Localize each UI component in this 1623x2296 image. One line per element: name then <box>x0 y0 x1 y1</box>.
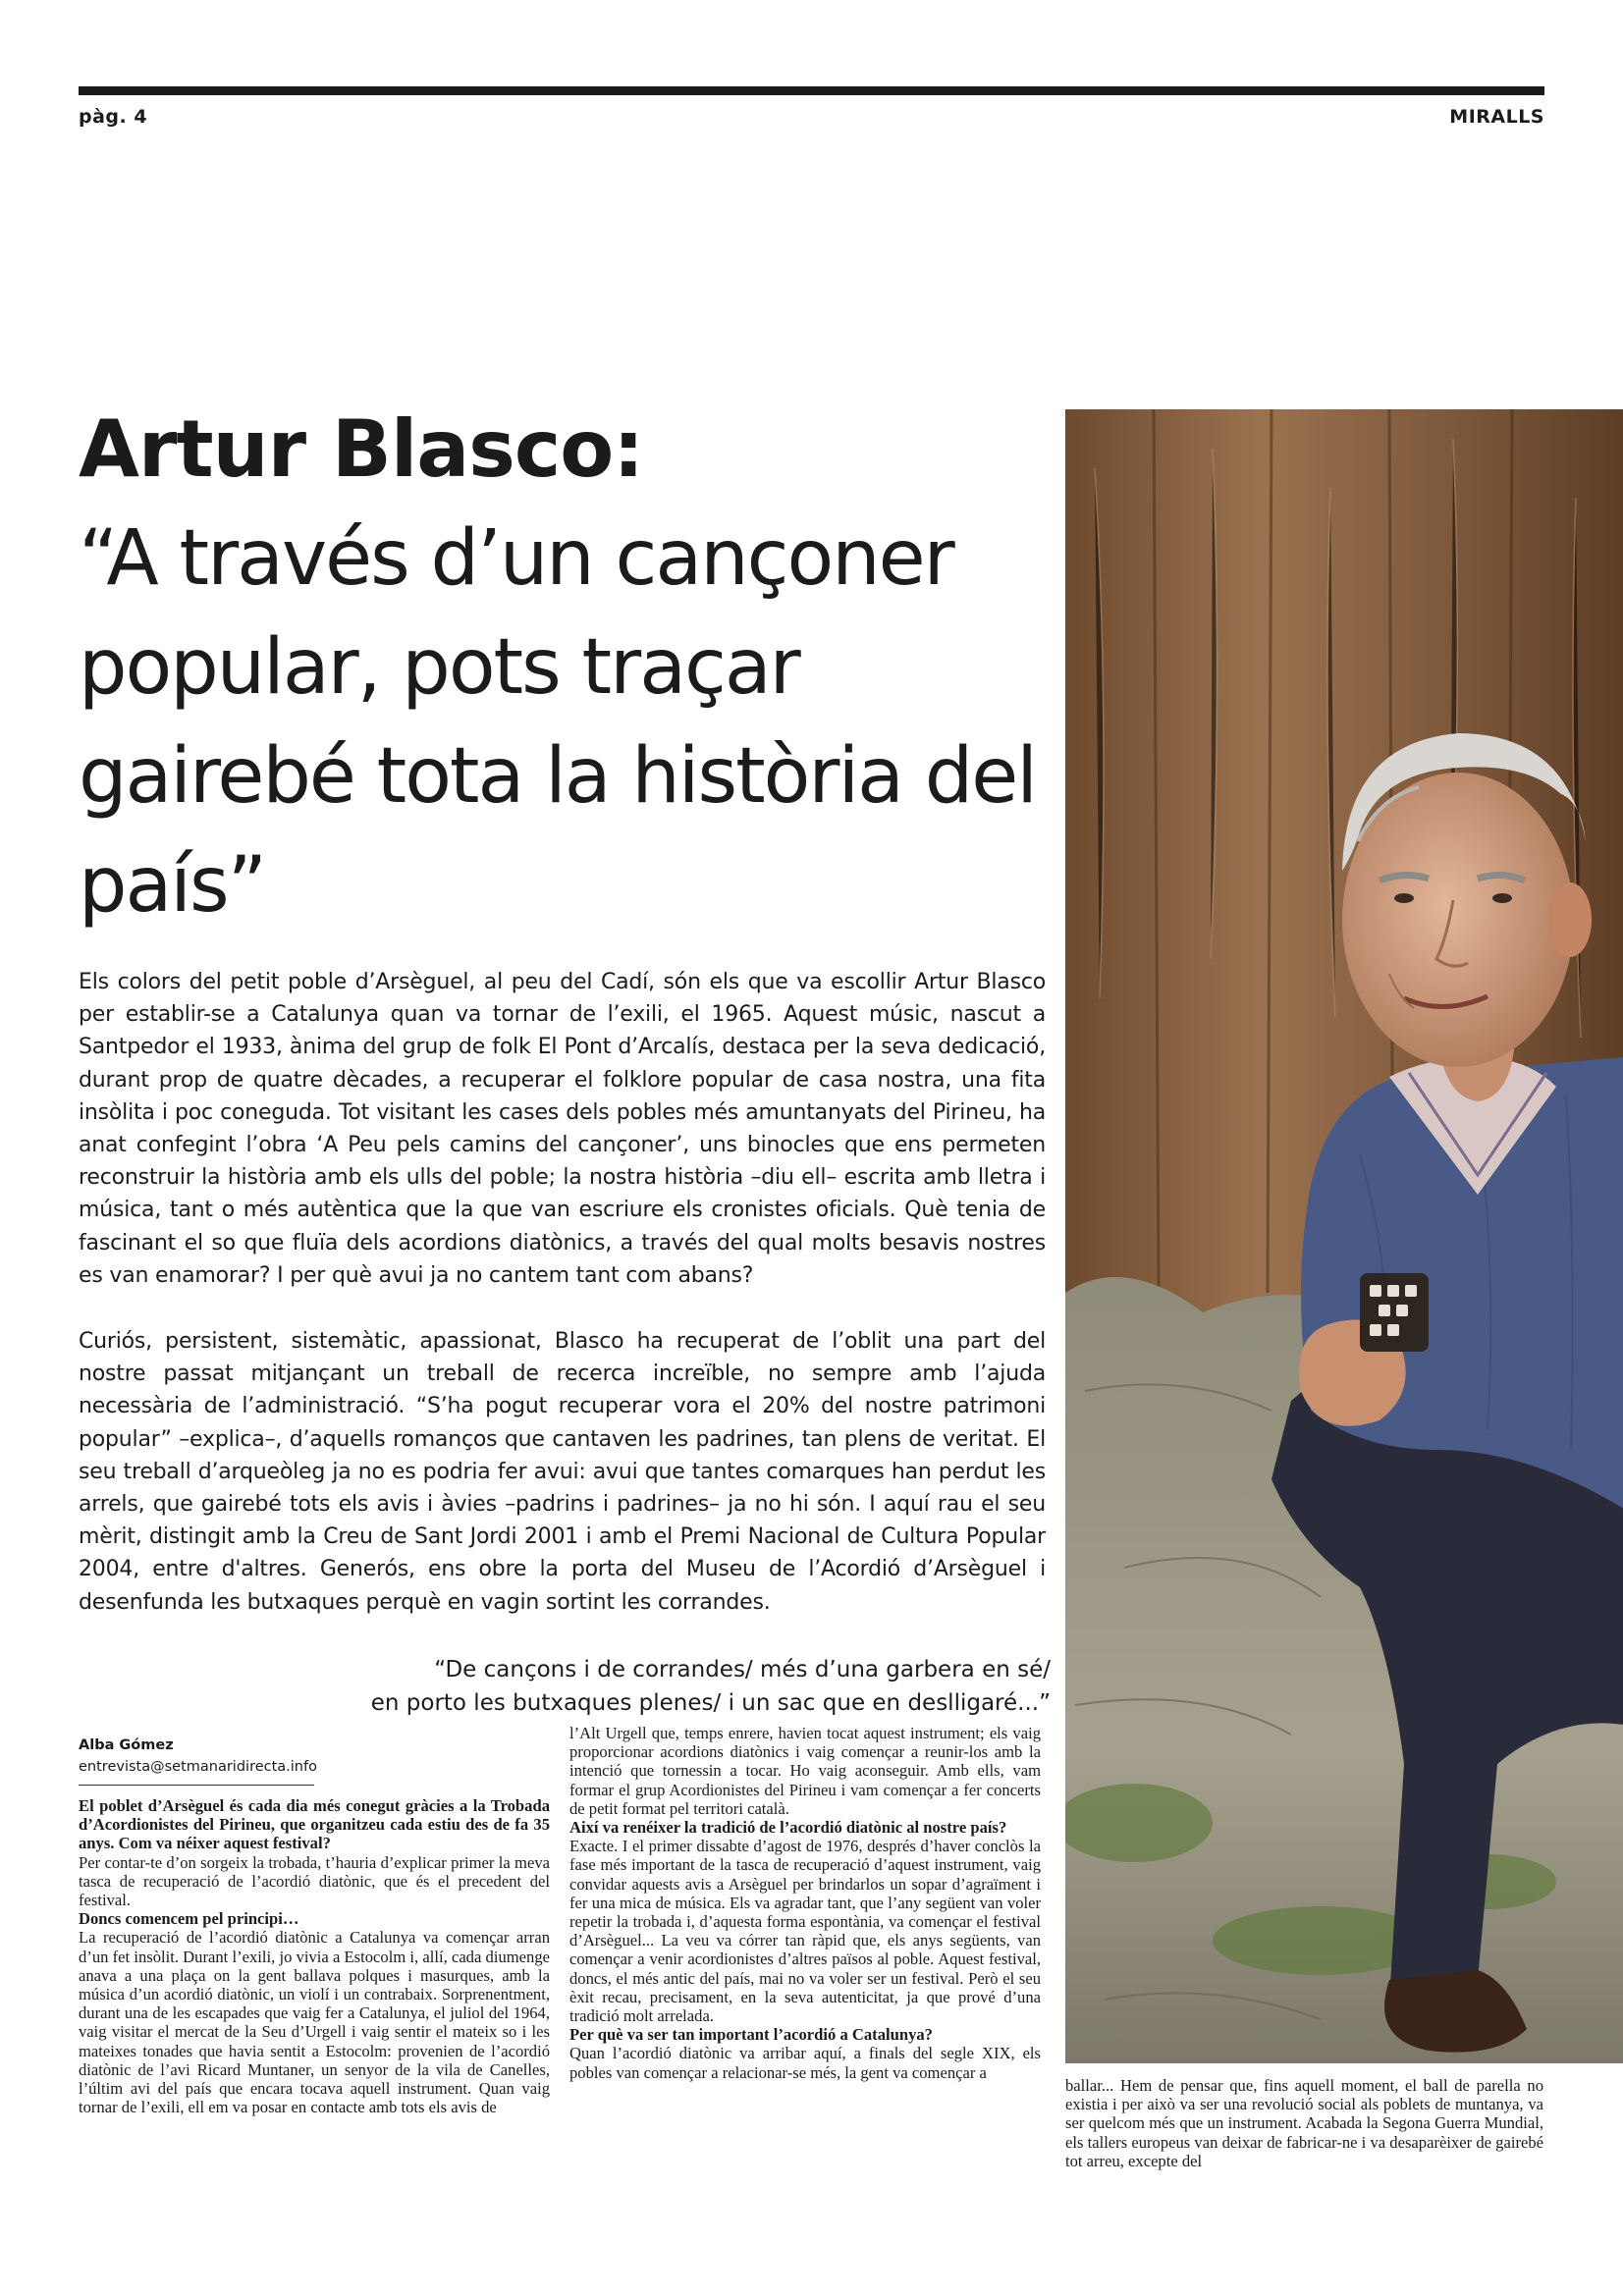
question: El poblet d’Arsèguel és cada dia més conegut gràcies a la Trobada d’Acordionistes del Pirineu, que organitzeu cada estiu des de fa 35 anys. Com va néixer aquest festival? <box>79 1796 550 1853</box>
interview-column-2 <box>569 1724 1041 2082</box>
answer: Per contar-te d’on sorgeix la trobada, t’hauria d’explicar primer la meva tasca de recuperació de l’acordió diatònic, que és el precedent del festival. <box>79 1852 550 1910</box>
pull-quote-line-1: “De cançons i de corrandes/ més d’una garbera en sé/ <box>434 1657 1051 1682</box>
answer: ballar... Hem de pensar que, fins aquell moment, el ball de parella no existia i per això va ser una revolució social als poblets de muntanya, va ser quelcom més que un instrument. Acabada la Segona Guerra Mundial, els tallers europeus van deixar de fabricar-ne i va desaparèixer de gairebé tot arreu, excepte del <box>1065 2076 1543 2170</box>
header-rule <box>79 86 1544 95</box>
section-name: MIRALLS <box>1449 106 1544 128</box>
answer: La recuperació de l’acordió diatònic a Catalunya va començar arran d’un fet insòlit. Durant l’exili, jo vivia a Estocolm i, allí, cada diumenge anava a una plaça on la gent ballava polques i masurques, amb la música d’un acordió diatònic, un violí i un contrabaix. Sorprenentment, durant una de les escapades que vaig fer a Catalunya, el juliol del 1964, vaig visitar el mercat de la Seu d’Urgell i vaig sentir el mateix so i les mateixes tonades que havia sentit a Estocolm: provenien de l’acordió diatònic de l’avi Ricard Muntaner, un senyor de la vila de Canelles, l’últim avi del país que encara tocava aquell instrument. Quan vaig tornar de l’exili, ell em va posar en contacte amb tots els avis de <box>79 1928 550 2117</box>
headline-name: Artur Blasco: <box>79 403 644 495</box>
byline-email[interactable]: entrevista@setmanaridirecta.info <box>79 1759 317 1775</box>
interview-column-3 <box>1065 2076 1543 2170</box>
answer: Exacte. I el primer dissabte d’agost de 1976, després d’haver conclòs la fase més important de la tasca de recuperació d’aquest instrument, vaig convidar aquests avis a Arsèguel per brindarlos un sopar d’agraïment i fer una mica de música. Els va agradar tant, que l’any següent van voler repetir la trobada i, d’aquesta forma espontània, va començar el festival d’Arsèguel... La veu va córrer tan ràpid que, els anys següents, van començar a venir acordionistes d’altres països al poble. Aquest festival, doncs, el més antic del país, mai no va voler ser un festival. Però el seu èxit recau, precisament, en la seva autenticitat, ja que prové d’una tradició molt arrelada. <box>569 1837 1041 2026</box>
question: Per què va ser tan important l’acordió a Catalunya? <box>569 2025 933 2045</box>
answer: l’Alt Urgell que, temps enrere, havien tocat aquest instrument; els vaig proporcionar acordions diatònics i vaig començar a reunir-los amb la intenció que tornessin a tocar. Ho vaig aconseguir. Amb ells, vam formar el grup Acordionistes del Pirineu i vam començar a fer concerts de petit format pel territori català. <box>569 1724 1041 1818</box>
byline-divider <box>79 1785 314 1786</box>
pull-quote <box>295 1653 1051 1720</box>
question: Així va renéixer la tradició de l’acordió diatònic al nostre país? <box>569 1818 1007 1838</box>
page-number: pàg. 4 <box>79 106 148 128</box>
portrait-illustration <box>1065 409 1623 2063</box>
byline <box>79 1735 317 1778</box>
question: Doncs comencem pel principi… <box>79 1909 299 1929</box>
answer: Quan l’acordió diatònic va arribar aquí, a finals del segle XIX, els pobles van començar a relacionar-se més, la gent va començar a <box>569 2044 1041 2082</box>
byline-author: Alba Gómez <box>79 1737 174 1753</box>
portrait-photo <box>1065 409 1623 2063</box>
intro-paragraph-1: Els colors del petit poble d’Arsèguel, al peu del Cadí, són els que va escollir Artur Blasco per establir-se a Catalunya quan va tornar de l’exili, el 1965. Aquest músic, nascut a Santpedor el 1933, ànima del grup de folk El Pont d’Arcalís, destaca per la seva dedicació, durant prop de quatre dècades, a recuperar el folklore popular de casa nostra, una fita insòlita i poc coneguda. Tot visitant les cases dels pobles més amuntanyats del Pirineu, ha anat confegint l’obra ‘A Peu pels camins del cançoner’, uns binocles que ens permeten reconstruir la història amb els ulls del poble; la nostra història –diu ell– escrita amb lletra i música, tant o més autèntica que la que van escriure els cronistes oficials. Què tenia de fascinant el so que fluïa dels acordions diatònics, a través del qual molts besavis nostres es van enamorar? I per què avui ja no cantem tant com abans? <box>79 970 1046 1288</box>
interview-column-1 <box>79 1787 550 2116</box>
intro-paragraph-2: Curiós, persistent, sistemàtic, apassionat, Blasco ha recuperat de l’oblit una part del nostre passat mitjançant un treball de recerca increïble, no sempre amb l’ajuda necessària de l’administració. “S’ha pogut recuperar vora el 20% del nostre patrimoni popular” –explica–, d’aquells romanços que cantaven les padrines, tan plens de veritat. El seu treball d’arqueòleg ja no es podria fer avui: avui que tantes comarques han perdut les arrels, que gairebé tots els avis i àvies –padrins i padrines– ja no hi són. I aquí rau el seu mèrit, distingit amb la Creu de Sant Jordi 2001 i amb el Premi Nacional de Cultura Popular 2004, entre d'altres. Generós, ens obre la porta del Museu de l’Acordió d’Arsèguel i desenfunda les butxaques perquè en vagin sortint les corrandes. <box>79 1329 1046 1615</box>
headline-quote: “A través d’un cançoner popular, pots traçar gairebé tota la història del país” <box>79 514 1036 930</box>
pull-quote-line-2: en porto les butxaques plenes/ i un sac que en deslligaré...” <box>370 1690 1051 1716</box>
headline <box>79 404 1070 940</box>
